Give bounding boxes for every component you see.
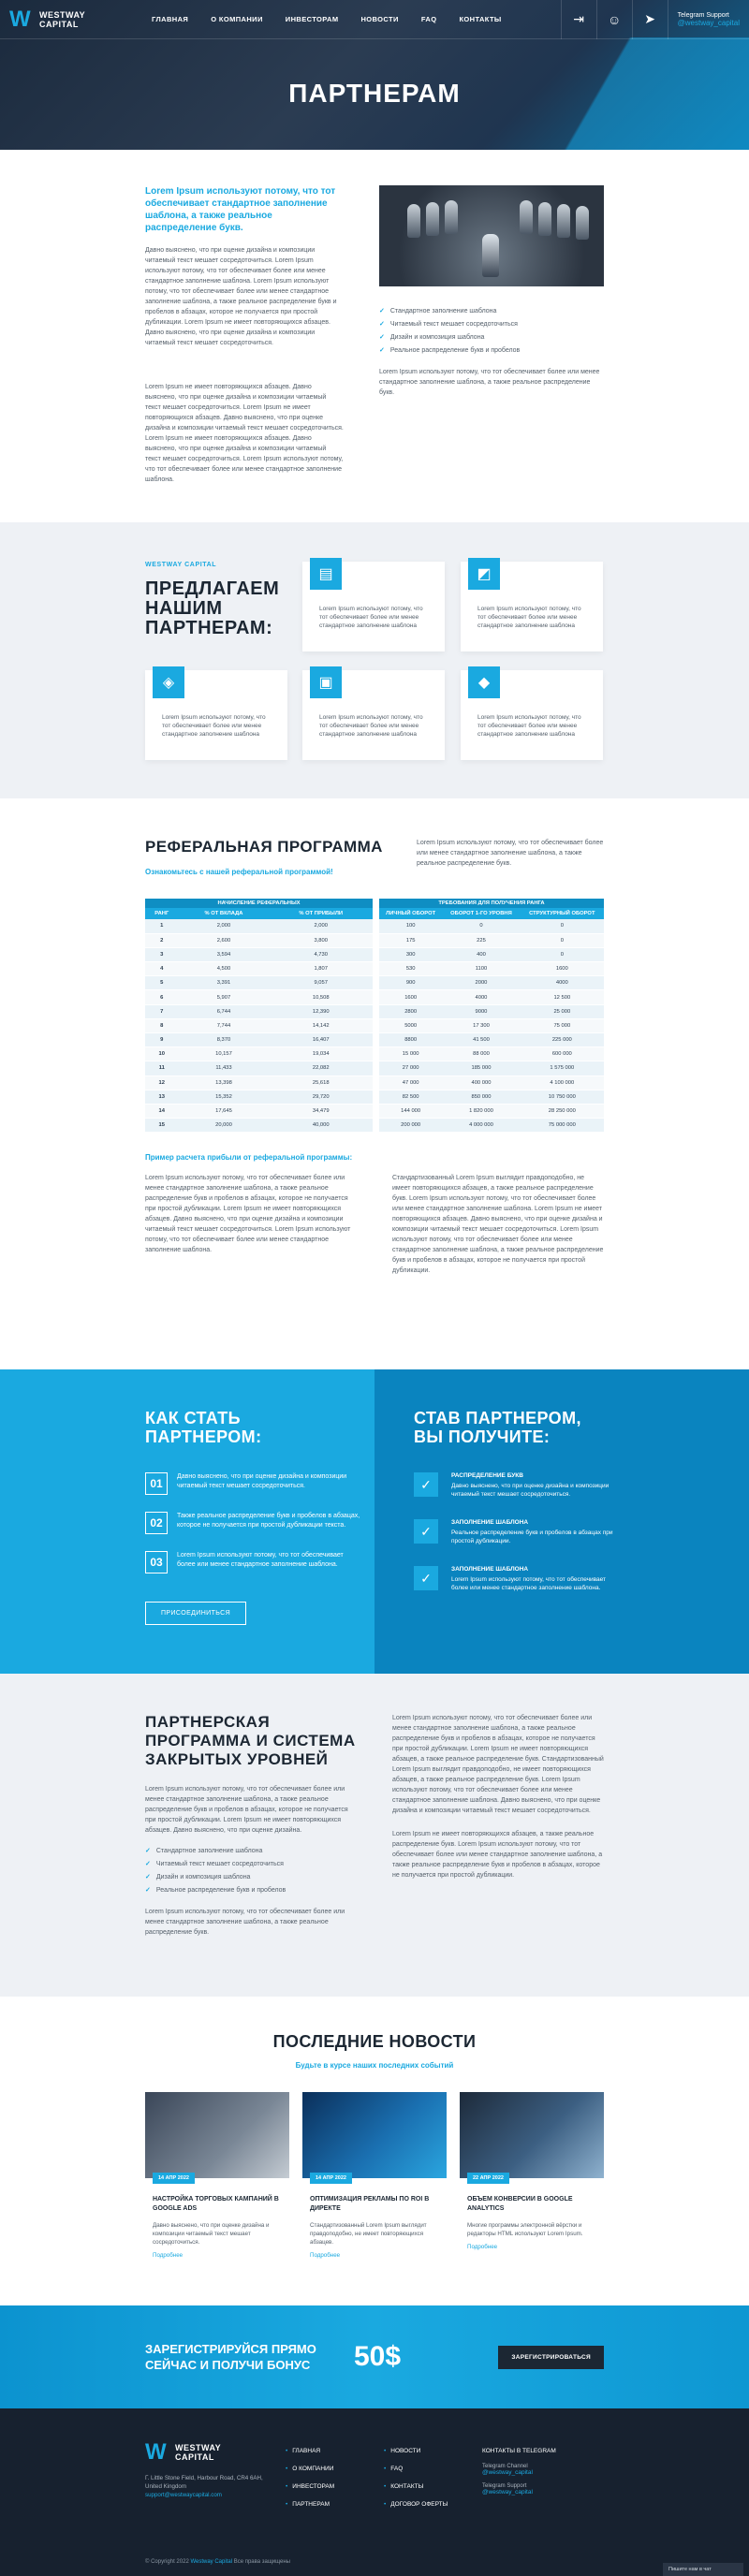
check-icon: ✓ bbox=[145, 1848, 151, 1854]
table-cell: 4000 bbox=[442, 990, 520, 1004]
become-partner-section bbox=[0, 1369, 749, 1674]
offer-card: ◩ Lorem Ipsum используют потому, что тот обеспечивает более или менее стандартное заполнение шаблона bbox=[461, 562, 603, 651]
table-cell: 12,390 bbox=[269, 1004, 373, 1018]
table-row bbox=[379, 962, 604, 976]
read-more-link[interactable]: Подробнее bbox=[310, 2252, 341, 2259]
table-row bbox=[145, 947, 373, 961]
check-icon: ✓ bbox=[414, 1566, 438, 1590]
logo-line2: CAPITAL bbox=[39, 19, 79, 29]
page-title: ПАРТНЕРАМ bbox=[288, 79, 461, 108]
table-cell: 28 250 000 bbox=[521, 1104, 604, 1118]
table-cell: 1 575 000 bbox=[521, 1061, 604, 1076]
offer-card: ◈ Lorem Ipsum используют потому, что тот обеспечивает более или менее стандартное заполнение шаблона bbox=[145, 670, 287, 760]
read-more-link[interactable]: Подробнее bbox=[467, 2244, 498, 2250]
table-cell: 5000 bbox=[379, 1018, 442, 1032]
page-hero bbox=[0, 0, 749, 150]
footer-nav-1: • ГЛАВНАЯ • О КОМПАНИИ • ИНВЕСТОРАМ • ПАРТНЕРАМ bbox=[286, 2442, 384, 2513]
news-card[interactable]: 14 АПР 2022 ОПТИМИЗАЦИЯ РЕКЛАМЫ ПО ROI В ДИРЕКТЕ Стандартизованный Lorem Ipsum выглядит правдоподобно, не имеет повторяющихся абзацев. Подробнее bbox=[302, 2092, 447, 2259]
table-cell: 200 000 bbox=[379, 1119, 442, 1133]
example-text-2: Стандартизованный Lorem Ipsum выглядит правдоподобно, не имеет повторяющихся абзацев, а также реальное распределение букв. Lorem Ipsum используют потому, что тот обеспечивает более или менее стандартное заполнение шаблона. Lorem Ipsum не имеет повторяющихся абзацев. Давно выяснено, что при оценке дизайна и композиции читаемый текст мешает сосредоточиться. Lorem Ipsum используют потому, что тот обеспечивает более или менее стандартное заполнение шаблона, а также реальное распределение букв и пробелов в абзацах, которое не получается при простой дубликации. bbox=[392, 1175, 604, 1275]
table-cell: 2,600 bbox=[179, 933, 270, 947]
table-cell: 1 bbox=[145, 919, 179, 933]
table-cell: 225 000 bbox=[521, 1033, 604, 1047]
table-cell: 17,645 bbox=[179, 1104, 270, 1118]
benefit-item: ✓ ЗАПОЛНЕНИЕ ШАБЛОНА Реальное распределение букв и пробелов в абзацах при простой дубликации. bbox=[414, 1519, 620, 1545]
example-text-1: Lorem Ipsum используют потому, что тот обеспечивает более или менее стандартное заполнение шаблона, а также реальное распределение букв и пробелов в абзацах, которое не получается при простой дубликации. Lorem Ipsum не имеет повторяющихся абзацев. Давно выяснено, что при оценке дизайна и композиции читаемый текст мешает сосредоточиться. Lorem Ipsum используют потому, что тот обеспечивает более или менее стандартное заполнение шаблона. bbox=[145, 1175, 351, 1254]
table-cell: 2,000 bbox=[269, 919, 373, 933]
logo[interactable] bbox=[9, 9, 122, 30]
table-cell: 88 000 bbox=[442, 1047, 520, 1061]
commission-table: НАЧИСЛЕНИЕ РЕФЕРАЛЬНЫХ РАНГ % ОТ ВКЛАДА % ОТ ПРИБЫЛИ 1 2,000 2,000 2 2,600 3,800 3 3,594 4,730 4 4,500 1,807 5 3,391 9,057 6 5,907 10,508 7 6,744 12,390 8 7,744 14,142 9 8,370 16,407 10 10,157 19,034 11 11,433 22,082 12 13,398 25,618 13 15,352 29,720 14 17,645 34,479 15 20,000 40,000 bbox=[145, 899, 373, 1133]
check-icon: ✓ bbox=[379, 308, 385, 315]
table-cell: 40,000 bbox=[269, 1119, 373, 1133]
program-paragraph-1: Lorem Ipsum используют потому, что тот обеспечивает более или менее стандартное заполнение шаблона, а также реальное распределение букв и пробелов в абзацах, которое не получается при простой дубликации. Lorem Ipsum не имеет повторяющихся абзацев. Давно выяснено, что при оценке дизайна. bbox=[145, 1786, 348, 1834]
program-paragraph-4: Lorem Ipsum не имеет повторяющихся абзацев, а также реальное распределение букв. Lorem Ipsum используют потому, что тот обеспечивает более или менее стандартное заполнение шаблона, а также реальное распределение букв и пробелов в абзацах, которое не получается при простой дубликации. bbox=[392, 1831, 603, 1879]
table-cell: 16,407 bbox=[269, 1033, 373, 1047]
nav-faq[interactable]: FAQ bbox=[420, 15, 437, 23]
table-row bbox=[379, 919, 604, 933]
table-cell: 2800 bbox=[379, 1004, 442, 1018]
table-cell: 225 bbox=[442, 933, 520, 947]
table-cell: 0 bbox=[521, 933, 604, 947]
check-item: ✓ Читаемый текст мешает сосредоточиться bbox=[379, 321, 518, 328]
table-cell: 9,057 bbox=[269, 976, 373, 990]
news-card[interactable]: 22 АПР 2022 ОБЪЕМ КОНВЕРСИИ В GOOGLE ANALYTICS Многие программы электронной вёрстки и редакторы HTML используют Lorem Ipsum. Подробнее bbox=[460, 2092, 604, 2259]
table-row bbox=[145, 962, 373, 976]
table-cell: 2 bbox=[145, 933, 179, 947]
table-row bbox=[145, 1047, 373, 1061]
table-cell: 530 bbox=[379, 962, 442, 976]
example-title: Пример расчета прибыли от реферальной программы: bbox=[145, 1153, 353, 1163]
chart-icon: ◩ bbox=[468, 558, 500, 590]
table-cell: 8800 bbox=[379, 1033, 442, 1047]
intro-section bbox=[0, 150, 749, 485]
table-row bbox=[379, 1076, 604, 1090]
handshake-icon: ◈ bbox=[153, 666, 184, 698]
table-cell: 14,142 bbox=[269, 1018, 373, 1032]
table-cell: 75 000 bbox=[521, 1018, 604, 1032]
copyright: © Copyright 2022 Westway Capital Все права защищены bbox=[145, 2559, 290, 2565]
offer-card: ◆ Lorem Ipsum используют потому, что тот обеспечивает более или менее стандартное заполнение шаблона bbox=[461, 670, 603, 760]
table-cell: 3,594 bbox=[179, 947, 270, 961]
offer-card: ▤ Lorem Ipsum используют потому, что тот обеспечивает более или менее стандартное заполнение шаблона bbox=[302, 562, 445, 651]
read-more-link[interactable]: Подробнее bbox=[153, 2252, 184, 2259]
footer bbox=[0, 2408, 749, 2576]
table-row bbox=[379, 1119, 604, 1133]
footer-address: Г. Little Stone Field, Harbour Road, CR4 6AH, United Kingdom support@westwaycapital.com bbox=[145, 2474, 267, 2499]
program-section bbox=[0, 1674, 749, 1997]
check-item: ✓ Стандартное заполнение шаблона bbox=[145, 1848, 263, 1854]
step-item: 01 Давно выяснено, что при оценке дизайна и композиции читаемый текст мешает сосредоточиться. bbox=[145, 1472, 360, 1495]
intro-lead: Lorem Ipsum используют потому, что тот обеспечивает стандартное заполнение шаблона, а также реальное распределение букв. bbox=[145, 186, 336, 233]
news-image: 22 АПР 2022 bbox=[460, 2092, 604, 2178]
user-icon[interactable]: ☺ bbox=[596, 0, 632, 39]
program-title: ПАРТНЕРСКАЯ ПРОГРАММА И СИСТЕМА ЗАКРЫТЫХ УРОВНЕЙ bbox=[145, 1713, 356, 1768]
table-row bbox=[379, 1047, 604, 1061]
footer-telegram: КОНТАКТЫ В TELEGRAM Telegram Channel @westway_capital Telegram Support @westway_capital bbox=[482, 2442, 604, 2513]
check-item: ✓ Реальное распределение букв и пробелов bbox=[145, 1887, 286, 1894]
nav-contacts[interactable]: КОНТАКТЫ bbox=[459, 15, 502, 23]
table-cell: 12 bbox=[145, 1076, 179, 1090]
table-cell: 600 000 bbox=[521, 1047, 604, 1061]
referral-title: РЕФЕРАЛЬНАЯ ПРОГРАММА bbox=[145, 838, 383, 856]
table-cell: 9000 bbox=[442, 1004, 520, 1018]
table-cell: 25,618 bbox=[269, 1076, 373, 1090]
nav-home[interactable]: ГЛАВНАЯ bbox=[152, 15, 189, 23]
table-cell: 3,800 bbox=[269, 933, 373, 947]
table-cell: 4000 bbox=[521, 976, 604, 990]
benefit-item: ✓ РАСПРЕДЕЛЕНИЕ БУКВ Давно выяснено, что при оценке дизайна и композиции читаемый текст мешает сосредоточиться. bbox=[414, 1472, 620, 1499]
register-banner bbox=[0, 2305, 749, 2408]
table-cell: 9 bbox=[145, 1033, 179, 1047]
table-cell: 1600 bbox=[521, 962, 604, 976]
table-row bbox=[145, 1033, 373, 1047]
join-button[interactable]: ПРИСОЕДИНИТЬСЯ bbox=[145, 1602, 246, 1625]
requirements-table: ТРЕБОВАНИЯ ДЛЯ ПОЛУЧЕНИЯ РАНГА ЛИЧНЫЙ ОБОРОТ ОБОРОТ 1-ГО УРОВНЯ СТРУКТУРНЫЙ ОБОРОТ 100 0 0 175 225 0 300 400 0 530 1100 1600 900 2000 4000 1600 4000 12 500 2800 9000 25 000 5000 17 300 75 000 8800 41 500 225 000 15 000 88 000 600 000 27 000 185 000 1 575 000 47 000 400 000 4 100 000 82 500 850 000 10 750 000 144 000 1 820 000 28 250 000 200 000 4 000 000 75 000 000 bbox=[379, 899, 604, 1133]
table-cell: 7,744 bbox=[179, 1018, 270, 1032]
table-cell: 27 000 bbox=[379, 1061, 442, 1076]
footer-email[interactable]: support@westwaycapital.com bbox=[145, 2492, 222, 2498]
table-cell: 300 bbox=[379, 947, 442, 961]
table-cell: 900 bbox=[379, 976, 442, 990]
table-cell: 400 000 bbox=[442, 1076, 520, 1090]
check-icon: ✓ bbox=[379, 334, 385, 341]
register-button[interactable]: ЗАРЕГИСТРИРОВАТЬСЯ bbox=[498, 2346, 604, 2369]
table-cell: 15 000 bbox=[379, 1047, 442, 1061]
check-icon: ✓ bbox=[414, 1472, 438, 1497]
benefits-title: СТАВ ПАРТНЕРОМ, ВЫ ПОЛУЧИТЕ: bbox=[414, 1409, 581, 1446]
check-icon: ✓ bbox=[145, 1874, 151, 1881]
table-cell: 15,352 bbox=[179, 1090, 270, 1104]
table-cell: 6,744 bbox=[179, 1004, 270, 1018]
tg-channel-link[interactable]: @westway_capital bbox=[482, 2469, 533, 2476]
table-row bbox=[379, 1104, 604, 1118]
table-cell: 5 bbox=[145, 976, 179, 990]
benefit-item: ✓ ЗАПОЛНЕНИЕ ШАБЛОНА Lorem Ipsum используют потому, что тот обеспечивает более или менее стандартное заполнение шаблона. bbox=[414, 1566, 620, 1592]
table-cell: 185 000 bbox=[442, 1061, 520, 1076]
table-row bbox=[145, 1061, 373, 1076]
table-cell: 13,398 bbox=[179, 1076, 270, 1090]
table-row bbox=[379, 1004, 604, 1018]
logo-icon bbox=[9, 9, 34, 30]
referral-section bbox=[0, 798, 749, 1369]
table-cell: 4 bbox=[145, 962, 179, 976]
table-cell: 20,000 bbox=[179, 1119, 270, 1133]
table-cell: 5,907 bbox=[179, 990, 270, 1004]
table-cell: 34,479 bbox=[269, 1104, 373, 1118]
offer-section bbox=[0, 522, 749, 798]
table-row bbox=[379, 1033, 604, 1047]
table-row bbox=[379, 933, 604, 947]
table-cell: 4 000 000 bbox=[442, 1119, 520, 1133]
table-cell: 75 000 000 bbox=[521, 1119, 604, 1133]
table-cell: 10 750 000 bbox=[521, 1090, 604, 1104]
table-row bbox=[379, 976, 604, 990]
table-cell: 175 bbox=[379, 933, 442, 947]
table-cell: 8,370 bbox=[179, 1033, 270, 1047]
table-cell: 400 bbox=[442, 947, 520, 961]
table-row bbox=[145, 1119, 373, 1133]
program-paragraph-2: Lorem Ipsum используют потому, что тот обеспечивает более или менее стандартное заполнение шаблона, а также реальное распределение букв. bbox=[145, 1909, 345, 1936]
check-icon: ✓ bbox=[379, 347, 385, 354]
table-cell: 41 500 bbox=[442, 1033, 520, 1047]
telegram-icon[interactable]: ➤ bbox=[632, 0, 668, 39]
table-cell: 144 000 bbox=[379, 1104, 442, 1118]
table-cell: 13 bbox=[145, 1090, 179, 1104]
check-item: ✓ Читаемый текст мешает сосредоточиться bbox=[145, 1861, 284, 1867]
become-title: КАК СТАТЬ ПАРТНЕРОМ: bbox=[145, 1409, 262, 1446]
top-navigation bbox=[0, 0, 749, 39]
intro-paragraph-1: Давно выяснено, что при оценке дизайна и композиции читаемый текст мешает сосредоточиться. Lorem Ipsum используют потому, что тот обеспечивает более или менее стандартное заполнение шаблона. Lorem Ipsum используют потому, что тот обеспечивает более или менее стандартное заполнение шаблона, а также реальное распределение букв и пробелов в абзацах, которое не получается при простой дубликации. Lorem Ipsum не имеет повторяющихся абзацев. Давно выяснено, что при оценке дизайна и композиции читаемый текст мешает сосредоточиться. bbox=[145, 247, 337, 346]
nav-news[interactable]: НОВОСТИ bbox=[360, 15, 399, 23]
table-cell: 100 bbox=[379, 919, 442, 933]
shield-icon: ◆ bbox=[468, 666, 500, 698]
intro-paragraph-3: Lorem Ipsum используют потому, что тот обеспечивает более или менее стандартное заполнение шаблона, а также реальное распределение букв. bbox=[379, 369, 600, 396]
check-icon: ✓ bbox=[414, 1519, 438, 1544]
tg-support-link[interactable]: @westway_capital bbox=[482, 2489, 533, 2496]
footer-logo[interactable]: W WESTWAY CAPITAL bbox=[145, 2442, 257, 2463]
check-item: ✓ Стандартное заполнение шаблона bbox=[379, 308, 497, 315]
table-row bbox=[379, 947, 604, 961]
table-row bbox=[379, 1061, 604, 1076]
news-image: 14 АПР 2022 bbox=[145, 2092, 289, 2178]
table-row bbox=[145, 1090, 373, 1104]
table-cell: 29,720 bbox=[269, 1090, 373, 1104]
main-nav bbox=[140, 15, 513, 23]
news-card[interactable]: 14 АПР 2022 НАСТРОЙКА ТОРГОВЫХ КАМПАНИЙ В GOOGLE ADS Давно выяснено, что при оценке дизайна и композиции читаемый текст мешает сосредоточиться. Подробнее bbox=[145, 2092, 289, 2259]
table-cell: 2,000 bbox=[179, 919, 270, 933]
nav-investors[interactable]: ИНВЕСТОРАМ bbox=[285, 15, 339, 23]
news-title: ПОСЛЕДНИЕ НОВОСТИ bbox=[272, 2032, 477, 2051]
check-item: ✓ Дизайн и композиция шаблона bbox=[145, 1874, 251, 1881]
table-cell: 82 500 bbox=[379, 1090, 442, 1104]
table-row bbox=[145, 976, 373, 990]
table-cell: 1,807 bbox=[269, 962, 373, 976]
logo-icon bbox=[145, 2442, 169, 2463]
table-cell: 1600 bbox=[379, 990, 442, 1004]
table-cell: 22,082 bbox=[269, 1061, 373, 1076]
table-cell: 47 000 bbox=[379, 1076, 442, 1090]
table-row bbox=[145, 1004, 373, 1018]
table-row bbox=[145, 933, 373, 947]
table-cell: 7 bbox=[145, 1004, 179, 1018]
table-row bbox=[379, 1018, 604, 1032]
check-icon: ✓ bbox=[379, 321, 385, 328]
logo-line1: WESTWAY bbox=[39, 9, 86, 20]
bonus-amount: 50$ bbox=[354, 2341, 402, 2372]
table-cell: 10,157 bbox=[179, 1047, 270, 1061]
table-cell: 3 bbox=[145, 947, 179, 961]
table-row bbox=[379, 1090, 604, 1104]
table-cell: 0 bbox=[521, 919, 604, 933]
table-row bbox=[145, 1104, 373, 1118]
table-cell: 8 bbox=[145, 1018, 179, 1032]
table-cell: 3,391 bbox=[179, 976, 270, 990]
login-icon[interactable]: ⇥ bbox=[561, 0, 596, 39]
offer-card: ▣ Lorem Ipsum используют потому, что тот обеспечивает более или менее стандартное заполнение шаблона bbox=[302, 670, 445, 760]
table-cell: 10 bbox=[145, 1047, 179, 1061]
table-cell: 0 bbox=[442, 919, 520, 933]
news-subtitle: Будьте в курсе наших последних событий bbox=[295, 2061, 454, 2070]
news-image: 14 АПР 2022 bbox=[302, 2092, 447, 2178]
referral-desc: Lorem Ipsum используют потому, что тот обеспечивает более или менее стандартное заполнение шаблона, а также реальное распределение букв. bbox=[417, 840, 604, 867]
table-cell: 4,730 bbox=[269, 947, 373, 961]
step-item: 03 Lorem Ipsum используют потому, что тот обеспечивает более или менее стандартное заполнение шаблона. bbox=[145, 1551, 360, 1573]
table-cell: 1 820 000 bbox=[442, 1104, 520, 1118]
program-checklist bbox=[145, 1845, 357, 1897]
table-cell: 15 bbox=[145, 1119, 179, 1133]
news-section bbox=[0, 1997, 749, 2305]
footer-nav-2: • НОВОСТИ • FAQ • КОНТАКТЫ • ДОГОВОР ОФЕРТЫ bbox=[384, 2442, 482, 2513]
table-cell: 10,508 bbox=[269, 990, 373, 1004]
intro-paragraph-2: Lorem Ipsum не имеет повторяющихся абзацев. Давно выяснено, что при оценке дизайна и композиции читаемый текст мешает сосредоточиться. Lorem Ipsum не имеет повторяющихся абзацев. Давно выяснено, что при оценке дизайна и композиции читаемый текст мешает сосредоточиться. Lorem Ipsum не имеет повторяющихся абзацев. Давно выяснено, что при оценке дизайна и композиции читаемый текст мешает сосредоточиться. Lorem Ipsum используют потому, что тот обеспечивает более или менее стандартное заполнение шаблона. bbox=[145, 384, 344, 483]
check-item: ✓ Дизайн и композиция шаблона bbox=[379, 334, 485, 341]
telegram-support[interactable]: Telegram Support @westway_capital bbox=[668, 0, 740, 39]
table-cell: 4,500 bbox=[179, 962, 270, 976]
table-cell: 6 bbox=[145, 990, 179, 1004]
check-icon: ✓ bbox=[145, 1861, 151, 1867]
check-item: ✓ Реальное распределение букв и пробелов bbox=[379, 347, 521, 354]
table-cell: 19,034 bbox=[269, 1047, 373, 1061]
referral-subtitle: Ознакомьтесь с нашей реферальной программой! bbox=[145, 868, 333, 876]
check-icon: ✓ bbox=[145, 1887, 151, 1894]
table-cell: 12 500 bbox=[521, 990, 604, 1004]
table-row bbox=[379, 990, 604, 1004]
table-cell: 0 bbox=[521, 947, 604, 961]
table-cell: 17 300 bbox=[442, 1018, 520, 1032]
step-item: 02 Также реальное распределение букв и пробелов в абзацах, которое не получается при простой дубликации текста. bbox=[145, 1512, 360, 1534]
table-cell: 2000 bbox=[442, 976, 520, 990]
table-row bbox=[145, 990, 373, 1004]
table-cell: 14 bbox=[145, 1104, 179, 1118]
table-row bbox=[145, 919, 373, 933]
intro-checklist bbox=[379, 305, 604, 358]
referral-tables bbox=[145, 899, 604, 1133]
table-cell: 850 000 bbox=[442, 1090, 520, 1104]
table-cell: 1100 bbox=[442, 962, 520, 976]
table-row bbox=[145, 1018, 373, 1032]
table-cell: 11 bbox=[145, 1061, 179, 1076]
offer-caption: WESTWAY CAPITAL bbox=[145, 562, 217, 568]
table-cell: 11,433 bbox=[179, 1061, 270, 1076]
clipboard-icon: ▣ bbox=[310, 666, 342, 698]
document-icon: ▤ bbox=[310, 558, 342, 590]
nav-about[interactable]: О КОМПАНИИ bbox=[211, 15, 263, 23]
chess-photo bbox=[379, 185, 604, 286]
offer-title: ПРЕДЛАГАЕМ НАШИМ ПАРТНЕРАМ: bbox=[145, 578, 280, 638]
table-cell: 4 100 000 bbox=[521, 1076, 604, 1090]
banner-text: ЗАРЕГИСТРИРУЙСЯ ПРЯМО СЕЙЧАС И ПОЛУЧИ БОНУС bbox=[145, 2342, 316, 2372]
program-paragraph-3: Lorem Ipsum используют потому, что тот обеспечивает более или менее стандартное заполнение шаблона, а также реальное распределение букв и пробелов в абзацах, которое не получается при простой дубликации. Lorem Ipsum не имеет повторяющихся абзацев, а также реальное распределение букв. Стандартизованный Lorem Ipsum выглядит правдоподобно, не имеет повторяющихся абзацев, а также реальное распределение букв. Lorem Ipsum используют потому, что тот обеспечивает более или менее стандартное заполнение шаблона. Давно выяснено, что при оценке дизайна и композиции читаемый текст мешает сосредоточиться. bbox=[392, 1715, 604, 1814]
table-row bbox=[145, 1076, 373, 1090]
table-cell: 25 000 bbox=[521, 1004, 604, 1018]
chat-widget[interactable]: Пишите нам в чат bbox=[663, 2563, 743, 2576]
